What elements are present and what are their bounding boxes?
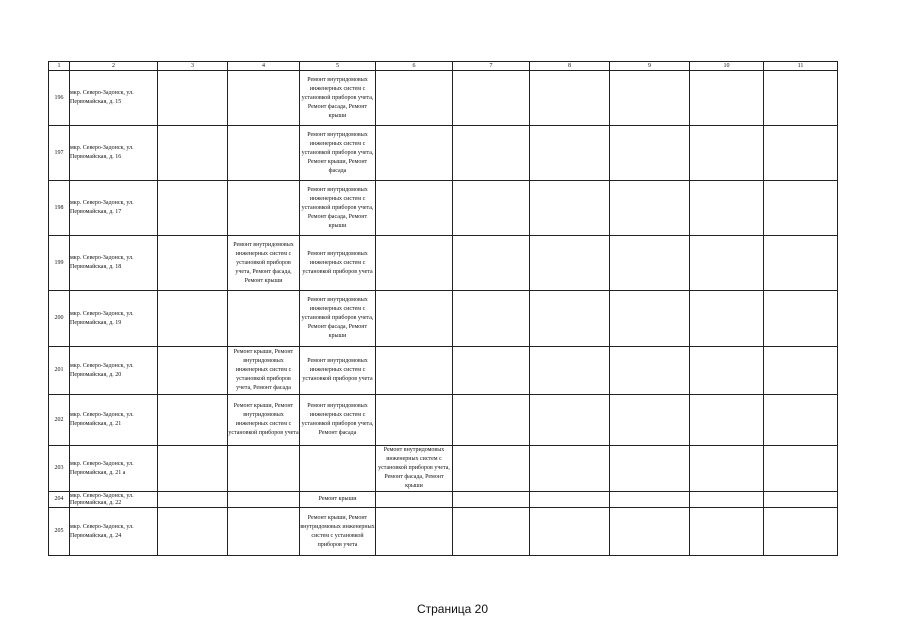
work-cell-col5 <box>300 446 376 492</box>
column-number-1: 1 <box>49 62 70 71</box>
page-number-footer: Страница 20 <box>416 602 489 616</box>
address-cell: мкр. Северо-Задонск, ул. Первомайская, д. 18 <box>70 236 158 291</box>
work-cell-col5: Ремонт внутридомовых инженерных систем с установкой приборов учета, Ремонт фасада, Ремонт крыши <box>300 181 376 236</box>
empty-cell <box>690 347 764 395</box>
empty-cell <box>610 126 690 181</box>
address-cell: мкр. Северо-Задонск, ул. Первомайская, д. 21 а <box>70 446 158 492</box>
work-cell-col6 <box>376 347 453 395</box>
work-cell-col5: Ремонт крыши <box>300 492 376 508</box>
work-cell-col5: Ремонт внутридомовых инженерных систем с установкой приборов учета, Ремонт фасада, Ремонт крыши <box>300 71 376 126</box>
empty-cell <box>690 236 764 291</box>
empty-cell <box>453 508 530 556</box>
column-number-5: 5 <box>300 62 376 71</box>
table-row <box>49 446 838 492</box>
empty-cell <box>453 395 530 446</box>
column-number-3: 3 <box>158 62 228 71</box>
work-cell-col4 <box>228 71 300 126</box>
empty-cell <box>764 395 838 446</box>
work-cell-col4 <box>228 126 300 181</box>
row-number: 199 <box>49 236 70 291</box>
table-row <box>49 508 838 556</box>
empty-cell <box>530 508 610 556</box>
column-number-7: 7 <box>453 62 530 71</box>
empty-cell <box>610 508 690 556</box>
empty-cell <box>764 347 838 395</box>
empty-cell <box>690 492 764 508</box>
row-number: 196 <box>49 71 70 126</box>
empty-cell <box>610 446 690 492</box>
empty-cell <box>530 492 610 508</box>
work-cell-col5: Ремонт внутридомовых инженерных систем с установкой приборов учета, Ремонт крыши, Ремонт фасада <box>300 126 376 181</box>
empty-cell <box>453 71 530 126</box>
empty-cell <box>764 71 838 126</box>
work-cell-col4 <box>228 508 300 556</box>
row-number: 198 <box>49 181 70 236</box>
work-cell-col4: Ремонт крыши, Ремонт внутридомовых инженерных систем с установкой приборов учета <box>228 395 300 446</box>
empty-cell <box>610 347 690 395</box>
work-cell-col6 <box>376 126 453 181</box>
empty-cell <box>453 126 530 181</box>
row-number: 202 <box>49 395 70 446</box>
row-number: 205 <box>49 508 70 556</box>
empty-cell <box>530 395 610 446</box>
work-cell-col6 <box>376 492 453 508</box>
work-cell-col5: Ремонт внутридомовых инженерных систем с установкой приборов учета, Ремонт фасада, Ремонт крыши <box>300 291 376 347</box>
address-cell: мкр. Северо-Задонск, ул. Первомайская, д. 15 <box>70 71 158 126</box>
empty-cell <box>158 71 228 126</box>
empty-cell <box>158 181 228 236</box>
empty-cell <box>764 291 838 347</box>
table-row <box>49 181 838 236</box>
empty-cell <box>610 291 690 347</box>
empty-cell <box>530 236 610 291</box>
empty-cell <box>690 126 764 181</box>
address-cell: мкр. Северо-Задонск, ул. Первомайская, д. 22 <box>70 492 158 508</box>
empty-cell <box>158 347 228 395</box>
column-number-6: 6 <box>376 62 453 71</box>
work-cell-col6 <box>376 181 453 236</box>
work-cell-col6 <box>376 508 453 556</box>
empty-cell <box>158 291 228 347</box>
table-row <box>49 347 838 395</box>
empty-cell <box>610 395 690 446</box>
column-number-11: 11 <box>764 62 838 71</box>
address-cell: мкр. Северо-Задонск, ул. Первомайская, д. 17 <box>70 181 158 236</box>
work-cell-col4 <box>228 181 300 236</box>
header-row <box>49 62 838 71</box>
work-cell-col6 <box>376 395 453 446</box>
empty-cell <box>158 126 228 181</box>
empty-cell <box>764 236 838 291</box>
empty-cell <box>690 508 764 556</box>
empty-cell <box>690 395 764 446</box>
work-cell-col6 <box>376 236 453 291</box>
row-number: 200 <box>49 291 70 347</box>
table-row <box>49 126 838 181</box>
empty-cell <box>610 492 690 508</box>
address-cell: мкр. Северо-Задонск, ул. Первомайская, д. 24 <box>70 508 158 556</box>
empty-cell <box>158 446 228 492</box>
empty-cell <box>158 508 228 556</box>
table-row <box>49 395 838 446</box>
column-number-2: 2 <box>70 62 158 71</box>
table-row <box>49 492 838 508</box>
empty-cell <box>764 508 838 556</box>
column-number-9: 9 <box>610 62 690 71</box>
empty-cell <box>453 446 530 492</box>
capital-repair-table <box>48 61 838 556</box>
work-cell-col6 <box>376 71 453 126</box>
empty-cell <box>610 71 690 126</box>
row-number: 203 <box>49 446 70 492</box>
empty-cell <box>610 181 690 236</box>
work-cell-col4: Ремонт крыши, Ремонт внутридомовых инженерных систем с установкой приборов учета, Ремонт фасада <box>228 347 300 395</box>
empty-cell <box>764 181 838 236</box>
empty-cell <box>453 291 530 347</box>
row-number: 204 <box>49 492 70 508</box>
empty-cell <box>690 291 764 347</box>
empty-cell <box>764 446 838 492</box>
work-cell-col6 <box>376 291 453 347</box>
table-row <box>49 291 838 347</box>
address-cell: мкр. Северо-Задонск, ул. Первомайская, д. 16 <box>70 126 158 181</box>
work-cell-col4 <box>228 492 300 508</box>
column-number-4: 4 <box>228 62 300 71</box>
empty-cell <box>530 181 610 236</box>
address-cell: мкр. Северо-Задонск, ул. Первомайская, д. 21 <box>70 395 158 446</box>
empty-cell <box>530 71 610 126</box>
row-number: 201 <box>49 347 70 395</box>
work-cell-col4 <box>228 446 300 492</box>
column-number-8: 8 <box>530 62 610 71</box>
column-number-10: 10 <box>690 62 764 71</box>
address-cell: мкр. Северо-Задонск, ул. Первомайская, д. 20 <box>70 347 158 395</box>
empty-cell <box>764 492 838 508</box>
table-row <box>49 71 838 126</box>
empty-cell <box>453 181 530 236</box>
empty-cell <box>690 181 764 236</box>
empty-cell <box>690 446 764 492</box>
work-cell-col4 <box>228 291 300 347</box>
empty-cell <box>530 126 610 181</box>
empty-cell <box>530 446 610 492</box>
work-cell-col5: Ремонт крыши, Ремонт внутридомовых инженерных систем с установкой приборов учета <box>300 508 376 556</box>
row-number: 197 <box>49 126 70 181</box>
empty-cell <box>158 492 228 508</box>
empty-cell <box>158 236 228 291</box>
work-cell-col5: Ремонт внутридомовых инженерных систем с установкой приборов учета <box>300 236 376 291</box>
table-row <box>49 236 838 291</box>
empty-cell <box>690 71 764 126</box>
empty-cell <box>530 291 610 347</box>
work-cell-col6: Ремонт внутридомовых инженерных систем с установкой приборов учета, Ремонт фасада, Ремонт крыши <box>376 446 453 492</box>
empty-cell <box>453 236 530 291</box>
empty-cell <box>453 347 530 395</box>
address-cell: мкр. Северо-Задонск, ул. Первомайская, д. 19 <box>70 291 158 347</box>
empty-cell <box>530 347 610 395</box>
empty-cell <box>764 126 838 181</box>
empty-cell <box>453 492 530 508</box>
work-cell-col5: Ремонт внутридомовых инженерных систем с установкой приборов учета, Ремонт фасада <box>300 395 376 446</box>
empty-cell <box>610 236 690 291</box>
work-cell-col4: Ремонт внутридомовых инженерных систем с установкой приборов учета, Ремонт фасада, Ремонт крыши <box>228 236 300 291</box>
work-cell-col5: Ремонт внутридомовых инженерных систем с установкой приборов учета <box>300 347 376 395</box>
empty-cell <box>158 395 228 446</box>
